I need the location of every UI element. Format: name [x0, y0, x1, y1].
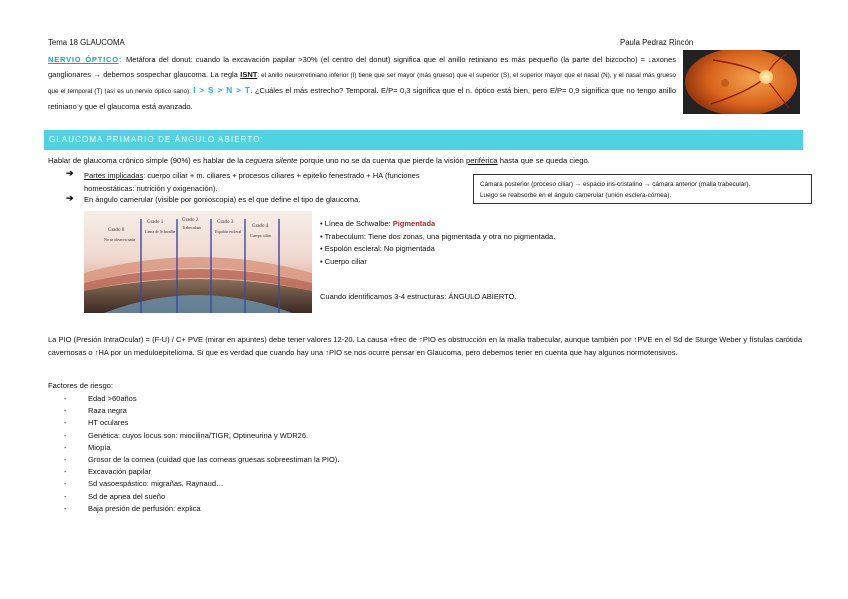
arrow-bullet-icon: ➔: [66, 193, 74, 203]
grado-3-label: Grado 3: [217, 220, 234, 225]
grado-2-label: Grado 2: [182, 218, 199, 223]
factores-list: [48, 393, 339, 515]
intro-text-c: hasta que se queda ciego.: [497, 156, 590, 165]
structure-item: [320, 231, 555, 244]
bullet-dot-icon: •: [320, 244, 323, 253]
arrow-bullet-icon: ➔: [66, 168, 74, 178]
grado-0-sub: No se observa nada: [104, 237, 136, 242]
partes-text: : cuerpo ciliar + m. ciliares + procesos ciliares + epitelio fenestrado + HA (funciones homeostáticas: nutrición y oxigenación).: [84, 171, 420, 193]
angulo-abierto-conclusion: Cuando identificamos 3-4 estructuras: ÁNGULO ABIERTO.: [320, 292, 517, 301]
factor-text: Edad >60años: [88, 394, 137, 403]
factor-item: [48, 466, 339, 478]
pio-paragraph: La PIO (Presión IntraOcular) = (F-U) / C+ PVE (mirar en apuntes) debe tener valores 12-20. La causa +frec de ↑PIO es obstrucción en la malla trabecular, aunque también por ↑PVE en el Sd de Sturge Weber y fístulas carótida cavernosas o ↑HA por un meduloepitelioma. Si que es verdad que cuando hay una ↑PIO se nos ocurre pensar en Glaucoma, pero debemos tener en cuenta que hay algunos normotensivos.: [48, 335, 802, 357]
dash-bullet-icon: -: [64, 418, 67, 428]
partes-bullet: [84, 170, 464, 195]
factor-text: Baja presión de perfusión: explica: [88, 503, 201, 513]
schwalbe-label: Línea de Schwalbe:: [324, 219, 393, 228]
grado-0-label: Grado 0: [108, 228, 125, 233]
section-title-bar: GLAUCOMA PRIMARIO DE ÁNGULO ABIERTO:: [44, 130, 803, 150]
factor-item: [48, 454, 339, 466]
grado-2-sub: Trabeculum: [182, 225, 202, 230]
nervio-optico-label: NERVIO ÓPTICO: [48, 55, 119, 64]
structure-item: [320, 218, 555, 231]
factor-item: [48, 442, 339, 454]
factor-item: [48, 405, 339, 417]
structures-list: [320, 218, 555, 268]
factor-text: Sd de apnea del sueño: [88, 491, 166, 501]
factor-item: [48, 430, 339, 442]
structure-item: [320, 243, 555, 256]
ceguera-silente: ceguera silente: [245, 156, 298, 165]
bullet-dot-icon: •: [320, 256, 323, 266]
trabeculum-text: Trabeculum: Tiene dos zonas, una pigmentada y otra no pigmentada.: [324, 231, 556, 241]
dash-bullet-icon: -: [64, 455, 67, 465]
factor-text: Genética: cuyos locus son: miocilina/TIGR, Optineurina y WDR26.: [88, 430, 309, 440]
intro-text-a: Hablar de glaucoma crónico simple (90%) es hablar de la: [48, 156, 246, 165]
author-name: Paula Pedraz Rincón: [620, 38, 694, 47]
schwalbe-value: Pigmentada: [392, 219, 436, 228]
callout-line-1: Cámara posterior (proceso ciliar) → espacio iris-cristalino → cámara anterior (malla trabecular).: [480, 181, 751, 188]
nervio-colon: :: [118, 55, 126, 64]
doc-title: Tema 18 GLAUCOMA: [48, 38, 125, 47]
dash-bullet-icon: -: [64, 406, 67, 416]
nervio-text-3: . ¿Cuáles el más estrecho? Temporal. E/P= 0,3 significa que el n. óptico está bien, pero E/P= 0,9 significa que no tengo anillo retiniano y que el glaucoma está avanzado.: [48, 86, 676, 111]
intro-text-b: porque uno no se da cuenta que pierde la visión: [297, 156, 466, 165]
factor-item: [48, 393, 339, 405]
intro-paragraph: [48, 156, 590, 165]
grado-4-sub: Cuerpo ciliar: [250, 233, 271, 238]
isnt-highlight: I > S > N > T: [193, 85, 251, 95]
nervio-optico-paragraph: [48, 52, 676, 114]
factor-text: HT oculares: [88, 418, 129, 428]
partes-label: Partes implicadas: [84, 171, 144, 180]
callout-box: [473, 174, 812, 204]
grado-1-label: Grado 1: [147, 220, 164, 225]
dash-bullet-icon: -: [64, 491, 67, 501]
nervio-text-1: Metáfora del donut: cuando la excavación papilar >30% (el centro del donut) significa que el anillo retiniano es más pequeño (la parte del bizcocho) = ↓axones ganglionares → debemos sospechar glaucoma. La regla: [48, 55, 676, 79]
grado-3-sub: Espolón escleral: [215, 229, 242, 234]
dash-bullet-icon: -: [64, 503, 67, 513]
factor-item: [48, 491, 339, 503]
factor-item: [48, 478, 339, 490]
espolon-text: Espolón escleral: No pigmentada: [324, 244, 435, 253]
bullet-dot-icon: •: [320, 231, 323, 241]
fundus-photo: [683, 50, 800, 114]
callout-line-2: Luego se reabsorbe en el ángulo camerular (unión esclera-córnea).: [480, 192, 672, 199]
dash-bullet-icon: -: [64, 467, 67, 477]
factor-text: Miopía: [88, 442, 111, 452]
factor-text: Excavación papilar: [88, 467, 151, 477]
factor-item: [48, 503, 339, 515]
structure-item: [320, 256, 555, 269]
dash-bullet-icon: -: [64, 394, 67, 403]
gonioscopy-illustration: [84, 211, 312, 313]
dash-bullet-icon: -: [64, 430, 67, 440]
factor-text: Raza negra: [88, 406, 127, 416]
factor-item: [48, 417, 339, 429]
bullet-dot-icon: •: [320, 219, 323, 228]
grado-4-label: Grado 4: [252, 224, 269, 229]
angulo-bullet: En ángulo camerular (visible por gonioscopia) es el que define el tipo de glaucoma.: [84, 195, 361, 204]
periferica: periférica: [465, 156, 498, 165]
dash-bullet-icon: -: [64, 442, 67, 452]
cuerpo-ciliar-text: Cuerpo ciliar: [324, 256, 367, 266]
factor-text: Sd vasoespástico: migrañas, Raynaud…: [88, 479, 224, 489]
factor-text: Grosor de la cornea (cuidad que las corneas gruesas sobreestiman la PIO).: [88, 455, 340, 465]
factores-title: Factores de riesgo:: [48, 381, 113, 390]
dash-bullet-icon: -: [64, 479, 67, 489]
nervio-text-2: : el anillo neurorretiniano inferior (I) tiene que ser mayor (más grueso) que el superior (S), el superior mayor que el nasal (N), y el nasal más grueso que el temporal (T) (así es un nervio óptico sano):: [48, 72, 676, 95]
isnt-rule: ISNT: [240, 70, 258, 79]
grado-1-sub: Línea de Schwalbe: [145, 229, 176, 234]
